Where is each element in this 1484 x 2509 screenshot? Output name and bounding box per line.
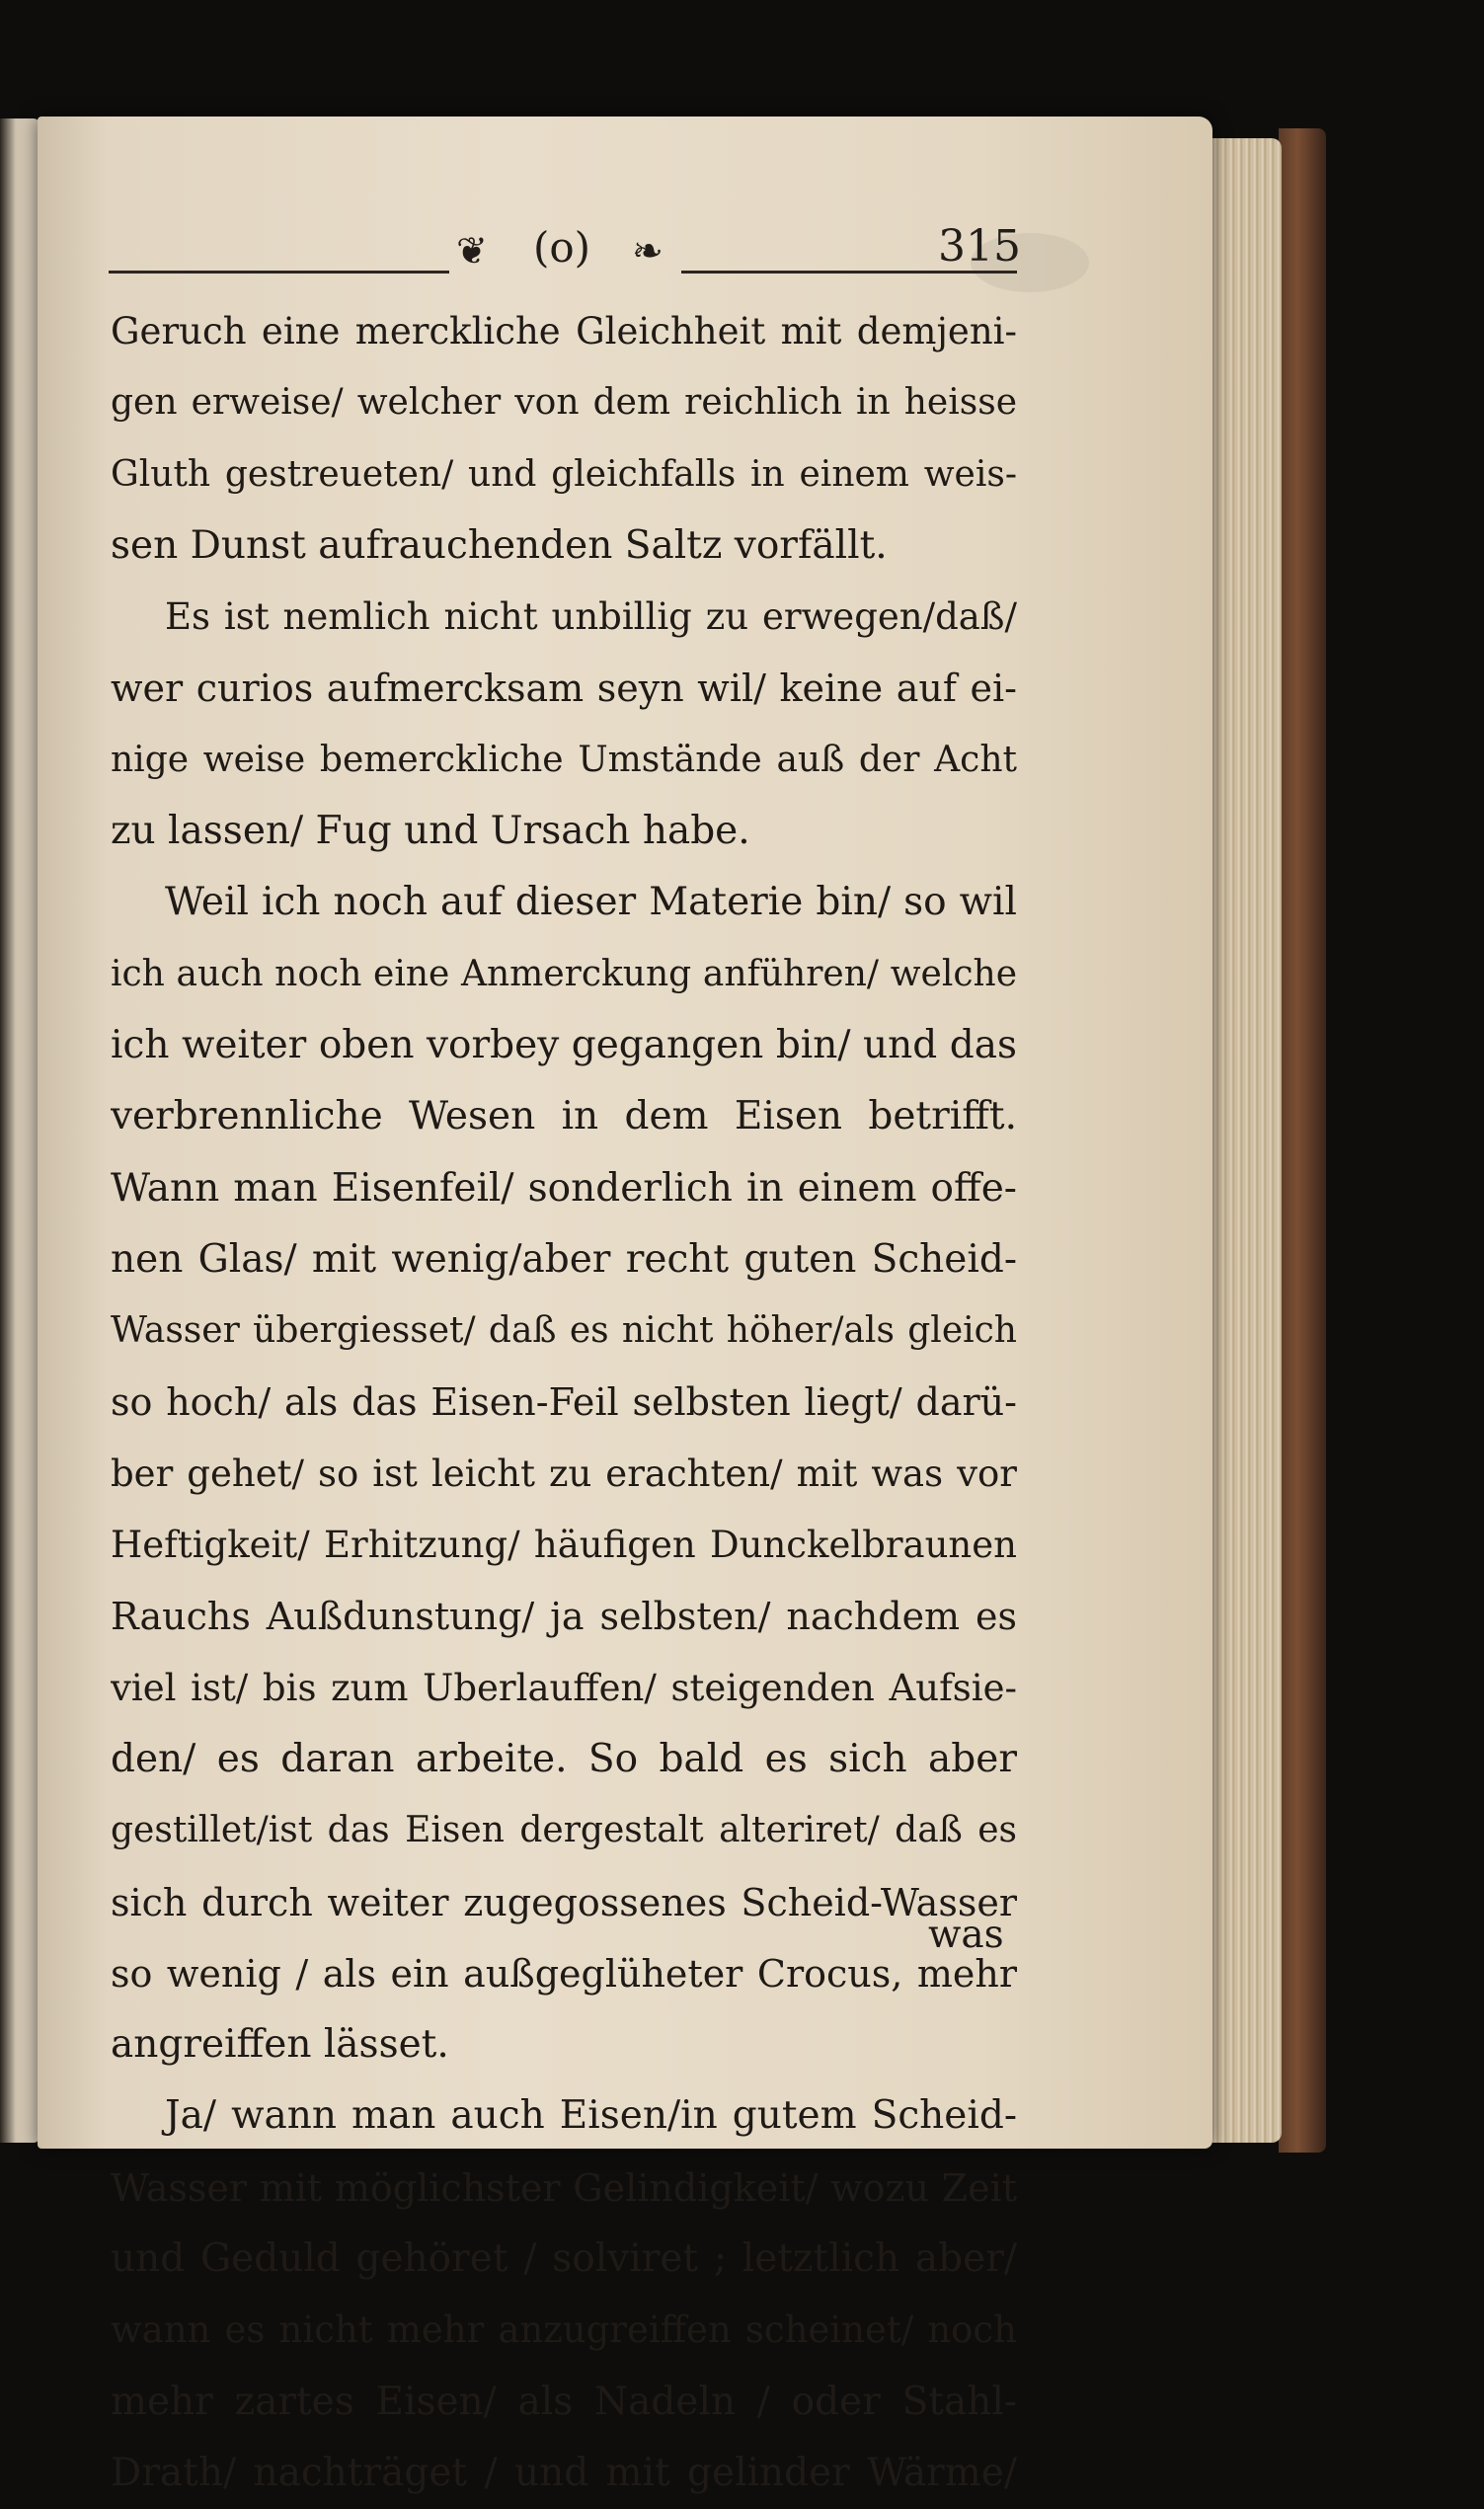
text-line: ich auch noch eine Anmerckung anführen/ welche (111, 953, 1017, 994)
text-line: ich weiter oben vorbey gegangen bin/ und das (111, 1022, 1017, 1067)
text-line: angreiffen lässet. (111, 2022, 449, 2068)
text-line: und Geduld gehöret / solviret ; letztlich aber/ (111, 2236, 1017, 2282)
text-line: Drath/ nachträget / und mit gelinder Wärme/ (111, 2450, 1017, 2495)
running-head-mark: (o) (533, 223, 591, 272)
text-line: Wann man Eisenfeil/ sonderlich in einem offe- (111, 1165, 1017, 1211)
text-line: den/ es daran arbeite. So bald es sich aber (111, 1736, 1017, 1781)
ornament-right-icon: ❧ (632, 229, 664, 273)
body-text (111, 296, 1017, 2509)
text-line: Gluth gestreueten/ und gleichfalls in einem weis- (111, 453, 1017, 495)
text-line: wann es nicht mehr anzugreiffen scheinet/ noch (111, 2309, 1017, 2352)
text-line: so hoch/ als das Eisen-Feil selbsten liegt/ darü- (111, 1380, 1017, 1425)
text-line: Es ist nemlich nicht unbillig zu erwegen/daß/ (165, 595, 1017, 639)
text-line: sich durch weiter zugegossenes Scheid-Wasser (111, 1880, 1017, 1924)
text-line: Heftigkeit/ Erhitzung/ häufigen Dunckelbraunen (111, 1524, 1017, 1567)
facing-page-edge (0, 118, 39, 2143)
text-line: viel ist/ bis zum Uberlauffen/ steigenden Aufsie- (111, 1666, 1017, 1709)
page-stack-edge (1212, 138, 1282, 2143)
text-line: Wasser übergiesset/ daß es nicht höher/als gleich (111, 1310, 1017, 1352)
text-line: Rauchs Außdunstung/ ja selbsten/ nachdem es (111, 1595, 1017, 1639)
text-line: wer curios aufmercksam seyn wil/ keine auf ei- (111, 666, 1017, 711)
text-line: gestillet/ist das Eisen dergestalt alteriret/ daß es (111, 1810, 1017, 1851)
text-line: verbrennliche Wesen in dem Eisen betrifft. (111, 1094, 1017, 1139)
text-line: sen Dunst aufrauchenden Saltz vorfällt. (111, 522, 888, 568)
catchword: was (928, 1913, 1004, 1957)
text-line: mehr zartes Eisen/ als Nadeln / oder Stahl- (111, 2379, 1017, 2424)
text-line: so wenig / als ein außgeglüheter Crocus, mehr (111, 1951, 1017, 1996)
text-line: nen Glas/ mit wenig/aber recht guten Scheid- (111, 1236, 1017, 1282)
head-rule-left (109, 271, 449, 274)
page-number: 315 (938, 221, 1021, 272)
book-cover-edge (1279, 128, 1326, 2153)
text-line: Ja/ wann man auch Eisen/in gutem Scheid- (165, 2093, 1017, 2139)
text-line: Wasser mit möglichster Gelindigkeit/ wozu Zeit (111, 2165, 1017, 2210)
text-line: Geruch eine merckliche Gleichheit mit demjeni- (111, 310, 1017, 353)
text-line: nige weise bemerckliche Umstände auß der Acht (111, 739, 1017, 780)
running-head (109, 221, 1021, 278)
text-line: gen erweise/ welcher von dem reichlich in heisse (111, 382, 1017, 424)
text-line: zu lassen/ Fug und Ursach habe. (111, 809, 750, 854)
text-line: Weil ich noch auf dieser Materie bin/ so wil (165, 880, 1017, 925)
ornament-left-icon: ❦ (456, 229, 488, 273)
text-line: ber gehet/ so ist leicht zu erachten/ mit was vor (111, 1451, 1017, 1495)
